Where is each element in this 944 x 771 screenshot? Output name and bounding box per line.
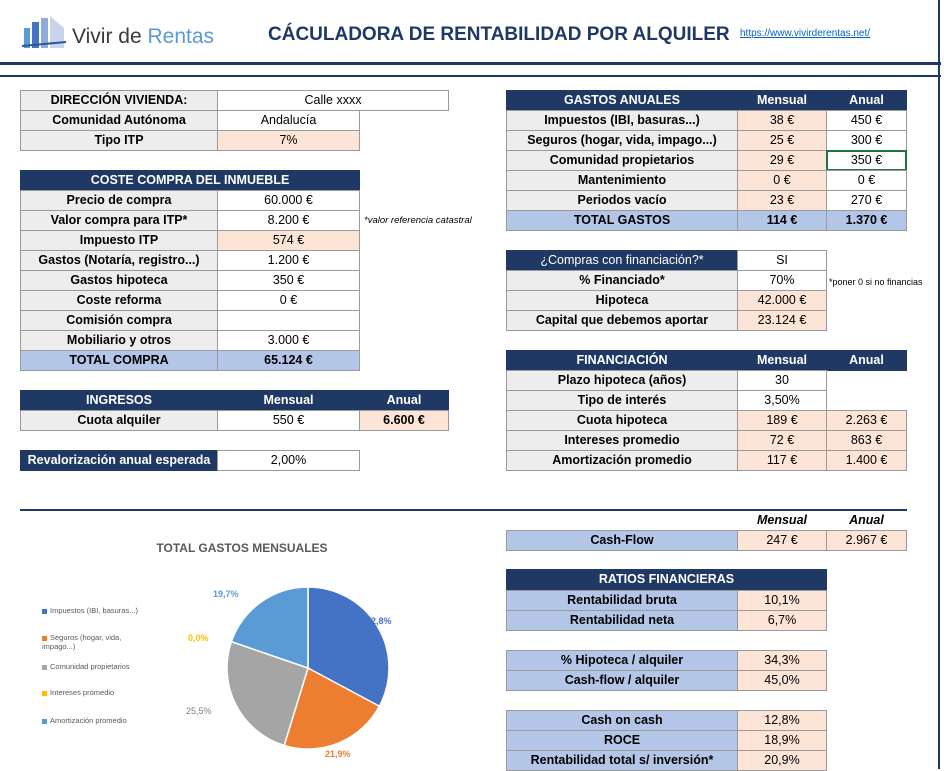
financing-row-label: Amortización promedio [506,450,738,471]
purchase-row-label: Impuesto ITP [20,230,218,251]
expense-row-label: Seguros (hogar, vida, impago...) [506,130,738,151]
legend-label: Amortización promedio [50,716,127,725]
purchase-row-value[interactable]: 0 € [217,290,360,311]
catastral-note: *valor referencia catastral [364,215,472,226]
page-title: CÁCULADORA DE RENTABILIDAD POR ALQUILER [268,24,730,45]
rent-monthly[interactable]: 550 € [217,410,360,431]
cashflow-monthly: 247 € [737,530,827,551]
cashflow-annual: 2.967 € [826,530,907,551]
purchase-row-value[interactable]: 60.000 € [217,190,360,211]
ratios-header: RATIOS FINANCIERAS [506,569,827,590]
financing-row-label: Cuota hipoteca [506,410,738,431]
mortgage-label: Hipoteca [506,290,738,311]
mortgage-value: 42.000 € [737,290,827,311]
header-bar [0,0,941,65]
purchase-row-value[interactable] [217,310,360,331]
financing-col-monthly: Mensual [737,350,827,371]
expenses-total-monthly: 114 € [737,210,827,231]
financing-question-label: ¿Compras con financiación?* [506,250,738,271]
legend-label: Seguros (hogar, vida, impago...) [42,633,122,651]
rate-value[interactable]: 3,50% [737,390,827,411]
cashflow-col-monthly: Mensual [756,513,807,527]
purchase-total-value: 65.124 € [217,350,360,371]
expense-row-label: Impuestos (IBI, basuras...) [506,110,738,131]
purchase-row-label: Coste reforma [20,290,218,311]
expense-row-monthly: 25 € [737,130,827,151]
expense-row-annual[interactable]: 300 € [826,130,907,151]
pie-label: 0,0% [188,633,209,643]
ratio-value: 18,9% [737,730,827,751]
pie-svg [20,513,460,769]
purchase-total-label: TOTAL COMPRA [20,350,218,371]
expense-row-label: Mantenimiento [506,170,738,191]
address-value[interactable]: Calle xxxx [217,90,449,111]
ratio-label: Cash-flow / alquiler [506,670,738,691]
expenses-total-annual: 1.370 € [826,210,907,231]
expense-row-label: Periodos vacío [506,190,738,211]
financing-row-annual: 2.263 € [826,410,907,431]
expense-row-monthly: 38 € [737,110,827,131]
cashflow-label: Cash-Flow [506,530,738,551]
right-border [938,0,940,769]
ratio-label: % Hipoteca / alquiler [506,650,738,671]
logo-text-b: Rentas [147,25,215,48]
ratio-label: ROCE [506,730,738,751]
term-value[interactable]: 30 [737,370,827,391]
purchase-row-label: Gastos hipoteca [20,270,218,291]
ratio-label: Rentabilidad total s/ inversión* [506,750,738,771]
legend-label: Comunidad propietarios [50,662,130,671]
expenses-col-monthly: Mensual [737,90,827,111]
expense-row-monthly: 0 € [737,170,827,191]
expense-row-monthly: 29 € [737,150,827,171]
rent-label: Cuota alquiler [20,410,218,431]
expense-row-annual[interactable]: 270 € [826,190,907,211]
ratio-label: Rentabilidad bruta [506,590,738,611]
purchase-row-value[interactable]: 3.000 € [217,330,360,351]
financing-row-annual: 863 € [826,430,907,451]
expense-row-annual[interactable]: 0 € [826,170,907,191]
financing-row-monthly: 72 € [737,430,827,451]
pie-label: 21,9% [325,749,351,759]
purchase-row-label: Valor compra para ITP* [20,210,218,231]
capital-label: Capital que debemos aportar [506,310,738,331]
income-header: INGRESOS [20,390,218,411]
purchase-row-value[interactable]: 8.200 € [217,210,360,231]
website-link[interactable]: https://www.vivirderentas.net/ [740,28,871,39]
logo-text-a: Vivir de [72,25,148,48]
financing-note: *poner 0 si no financias [829,277,923,287]
ratio-label: Rentabilidad neta [506,610,738,631]
ratio-value: 45,0% [737,670,827,691]
section-divider [20,509,907,511]
ratio-value: 34,3% [737,650,827,671]
income-col-monthly: Mensual [217,390,360,411]
rate-label: Tipo de interés [506,390,738,411]
expenses-header: GASTOS ANUALES [506,90,738,111]
logo-icon [20,14,68,50]
purchase-row-value[interactable]: 350 € [217,270,360,291]
purchase-header: COSTE COMPRA DEL INMUEBLE [20,170,360,191]
expense-row-annual[interactable]: 450 € [826,110,907,131]
expense-row-annual-selected[interactable]: 350 € [826,150,907,171]
legend-label: Intereses promedio [50,688,115,697]
expense-row-label: Comunidad propietarios [506,150,738,171]
pie-label: 32,8% [366,616,392,626]
financing-col-annual: Anual [826,350,907,371]
ratio-label: Cash on cash [506,710,738,731]
financing-header: FINANCIACIÓN [506,350,738,371]
ratio-value: 10,1% [737,590,827,611]
purchase-row-label: Comisión compra [20,310,218,331]
ratio-value: 12,8% [737,710,827,731]
financing-row-label: Intereses promedio [506,430,738,451]
purchase-row-label: Gastos (Notaría, registro...) [20,250,218,271]
capital-value: 23.124 € [737,310,827,331]
purchase-row-value[interactable]: 1.200 € [217,250,360,271]
expense-row-monthly: 23 € [737,190,827,211]
financed-pct-value[interactable]: 70% [737,270,827,291]
itp-value[interactable]: 7% [217,130,360,151]
financing-row-annual: 1.400 € [826,450,907,471]
logo-text [72,25,214,49]
expenses-total-label: TOTAL GASTOS [506,210,738,231]
purchase-row-label: Mobiliario y otros [20,330,218,351]
rent-annual: 6.600 € [359,410,449,431]
ratio-value: 20,9% [737,750,827,771]
community-label: Comunidad Autónoma [20,110,218,131]
expenses-col-annual: Anual [826,90,907,111]
financed-pct-label: % Financiado* [506,270,738,291]
financing-row-monthly: 117 € [737,450,827,471]
legend-label: Impuestos (IBI, basuras...) [50,606,138,615]
revaluation-value[interactable]: 2,00% [217,450,360,471]
community-value[interactable]: Andalucía [217,110,360,131]
financing-row-monthly: 189 € [737,410,827,431]
address-label: DIRECCIÓN VIVIENDA: [20,90,218,111]
itp-label: Tipo ITP [20,130,218,151]
cashflow-col-annual: Anual [849,513,884,527]
ratio-value: 6,7% [737,610,827,631]
income-col-annual: Anual [359,390,449,411]
header-divider [0,75,941,77]
purchase-row-value[interactable]: 574 € [217,230,360,251]
pie-chart-area[interactable] [20,513,460,769]
pie-label: 19,7% [213,589,239,599]
purchase-row-label: Precio de compra [20,190,218,211]
pie-label: 25,5% [186,706,212,716]
financing-question-value[interactable]: SI [737,250,827,271]
term-label: Plazo hipoteca (años) [506,370,738,391]
revaluation-label: Revalorización anual esperada [20,450,218,471]
chart-title: TOTAL GASTOS MENSUALES [156,541,328,555]
